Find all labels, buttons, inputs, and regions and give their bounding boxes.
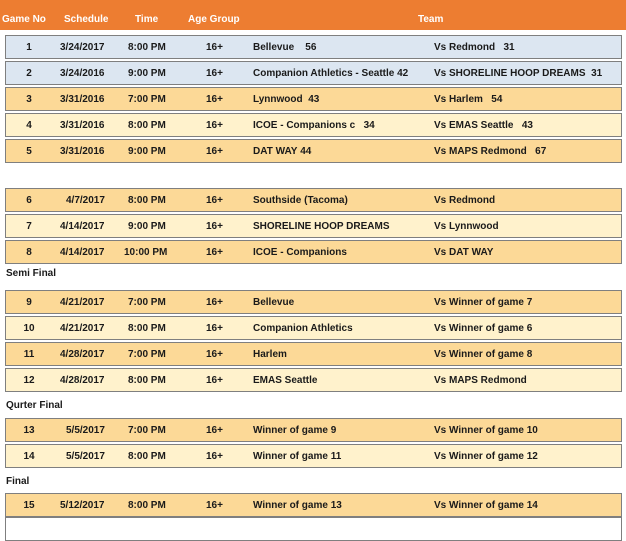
home-team-name: DAT WAY xyxy=(253,146,298,157)
game-number: 10 xyxy=(23,323,35,334)
table-row xyxy=(5,61,622,85)
age-group: 16+ xyxy=(206,247,223,258)
game-time: 8:00 PM xyxy=(128,120,166,131)
away-team-name: Vs MAPS Redmond xyxy=(434,146,527,157)
game-date: 5/5/2017 xyxy=(66,425,105,436)
empty-row xyxy=(5,517,622,541)
table-header xyxy=(0,0,626,30)
game-number: 5 xyxy=(26,146,32,157)
game-time: 7:00 PM xyxy=(128,349,166,360)
game-date: 4/21/2017 xyxy=(60,297,105,308)
game-time: 8:00 PM xyxy=(128,375,166,386)
home-team-name: ICOE - Companions c xyxy=(253,120,356,131)
header-time: Time xyxy=(135,14,159,25)
away-team: Vs DAT WAY xyxy=(434,247,494,258)
game-date: 4/14/2017 xyxy=(60,247,105,258)
away-team xyxy=(434,68,602,79)
age-group: 16+ xyxy=(206,120,223,131)
header-game-no: Game No xyxy=(2,14,46,25)
away-team-name: Vs EMAS Seattle xyxy=(434,120,514,131)
game-number: 7 xyxy=(26,221,32,232)
game-date: 4/28/2017 xyxy=(60,375,105,386)
home-team-name: Companion Athletics - Seattle xyxy=(253,68,395,79)
away-team-name: Vs Redmond xyxy=(434,42,496,53)
section-label-final: Final xyxy=(6,476,30,487)
game-date: 5/5/2017 xyxy=(66,451,105,462)
home-score: 44 xyxy=(300,146,312,157)
home-team xyxy=(253,68,408,79)
header-team: Team xyxy=(418,14,444,25)
age-group: 16+ xyxy=(206,500,223,511)
away-team: Vs Winner of game 6 xyxy=(434,323,533,334)
age-group: 16+ xyxy=(206,68,223,79)
home-team-name: Bellevue xyxy=(253,42,295,53)
away-team-name: Vs SHORELINE HOOP DREAMS xyxy=(434,68,586,79)
game-number: 6 xyxy=(26,195,32,206)
age-group: 16+ xyxy=(206,146,223,157)
game-time: 8:00 PM xyxy=(128,42,166,53)
age-group: 16+ xyxy=(206,451,223,462)
game-time: 9:00 PM xyxy=(128,221,166,232)
game-time: 7:00 PM xyxy=(128,94,166,105)
table-row xyxy=(5,290,622,314)
table-row xyxy=(5,113,622,137)
game-date: 4/7/2017 xyxy=(66,195,105,206)
table-row xyxy=(5,87,622,111)
game-time: 8:00 PM xyxy=(128,195,166,206)
game-number: 8 xyxy=(26,247,32,258)
age-group: 16+ xyxy=(206,323,223,334)
away-score: 31 xyxy=(503,42,515,53)
age-group: 16+ xyxy=(206,195,223,206)
home-team: Winner of game 11 xyxy=(253,451,342,462)
table-row xyxy=(5,35,622,59)
header-age-group: Age Group xyxy=(188,14,240,25)
away-team: Vs MAPS Redmond xyxy=(434,375,527,386)
game-time: 10:00 PM xyxy=(124,247,168,258)
home-score: 42 xyxy=(397,68,409,79)
away-team: Vs Winner of game 7 xyxy=(434,297,533,308)
away-team: Vs Winner of game 14 xyxy=(434,500,538,511)
home-team xyxy=(253,146,311,157)
away-team: Vs Winner of game 10 xyxy=(434,425,538,436)
away-team: Vs Winner of game 12 xyxy=(434,451,538,462)
home-team xyxy=(253,120,375,131)
away-team: Vs Winner of game 8 xyxy=(434,349,533,360)
game-date: 4/14/2017 xyxy=(60,221,105,232)
age-group: 16+ xyxy=(206,425,223,436)
away-score: 43 xyxy=(521,120,533,131)
game-time: 7:00 PM xyxy=(128,297,166,308)
age-group: 16+ xyxy=(206,94,223,105)
game-number: 12 xyxy=(23,375,35,386)
away-team: Vs Redmond xyxy=(434,195,496,206)
home-score: 56 xyxy=(305,42,317,53)
game-time: 8:00 PM xyxy=(128,451,166,462)
game-number: 14 xyxy=(23,451,35,462)
game-number: 2 xyxy=(26,68,32,79)
table-row xyxy=(5,444,622,468)
game-number: 3 xyxy=(26,94,32,105)
age-group: 16+ xyxy=(206,221,223,232)
away-team xyxy=(434,120,533,131)
section-label-quarter-final: Qurter Final xyxy=(6,400,63,411)
table-row xyxy=(5,240,622,264)
table-row xyxy=(5,368,622,392)
home-team-name: Lynnwood xyxy=(253,94,303,105)
home-team: SHORELINE HOOP DREAMS xyxy=(253,221,390,232)
home-team: Companion Athletics xyxy=(253,323,353,334)
age-group: 16+ xyxy=(206,375,223,386)
game-time: 7:00 PM xyxy=(128,425,166,436)
home-team: ICOE - Companions xyxy=(253,247,347,258)
game-time: 9:00 PM xyxy=(128,68,166,79)
away-team: Vs Lynnwood xyxy=(434,221,499,232)
table-row xyxy=(5,188,622,212)
home-team: EMAS Seattle xyxy=(253,375,318,386)
game-number: 13 xyxy=(23,425,35,436)
game-date: 3/31/2016 xyxy=(60,120,105,131)
away-team xyxy=(434,42,515,53)
home-score: 43 xyxy=(308,94,320,105)
table-row xyxy=(5,214,622,238)
game-date: 4/21/2017 xyxy=(60,323,105,334)
game-date: 3/31/2016 xyxy=(60,94,105,105)
table-row xyxy=(5,342,622,366)
table-row xyxy=(5,418,622,442)
game-time: 9:00 PM xyxy=(128,146,166,157)
game-number: 4 xyxy=(26,120,32,131)
away-score: 54 xyxy=(491,94,503,105)
game-date: 5/12/2017 xyxy=(60,500,105,511)
game-time: 8:00 PM xyxy=(128,500,166,511)
game-date: 3/31/2016 xyxy=(60,146,105,157)
age-group: 16+ xyxy=(206,349,223,360)
table-row xyxy=(5,493,622,517)
age-group: 16+ xyxy=(206,42,223,53)
home-team: Bellevue xyxy=(253,297,295,308)
away-team xyxy=(434,146,546,157)
home-team: Winner of game 13 xyxy=(253,500,342,511)
home-team: Southside (Tacoma) xyxy=(253,195,348,206)
home-team: Winner of game 9 xyxy=(253,425,337,436)
header-schedule: Schedule xyxy=(64,14,109,25)
game-number: 1 xyxy=(26,42,32,53)
game-time: 8:00 PM xyxy=(128,323,166,334)
game-number: 11 xyxy=(23,349,35,360)
away-score: 67 xyxy=(535,146,547,157)
away-team xyxy=(434,94,502,105)
home-team xyxy=(253,94,319,105)
table-row xyxy=(5,316,622,340)
home-team xyxy=(253,42,316,53)
table-row xyxy=(5,139,622,163)
home-team: Harlem xyxy=(253,349,287,360)
age-group: 16+ xyxy=(206,297,223,308)
home-score: 34 xyxy=(363,120,375,131)
section-label-semi-final: Semi Final xyxy=(6,268,57,279)
game-number: 15 xyxy=(23,500,35,511)
game-date: 3/24/2016 xyxy=(60,68,105,79)
game-date: 4/28/2017 xyxy=(60,349,105,360)
away-score: 31 xyxy=(591,68,603,79)
game-number: 9 xyxy=(26,297,32,308)
game-date: 3/24/2017 xyxy=(60,42,105,53)
away-team-name: Vs Harlem xyxy=(434,94,483,105)
